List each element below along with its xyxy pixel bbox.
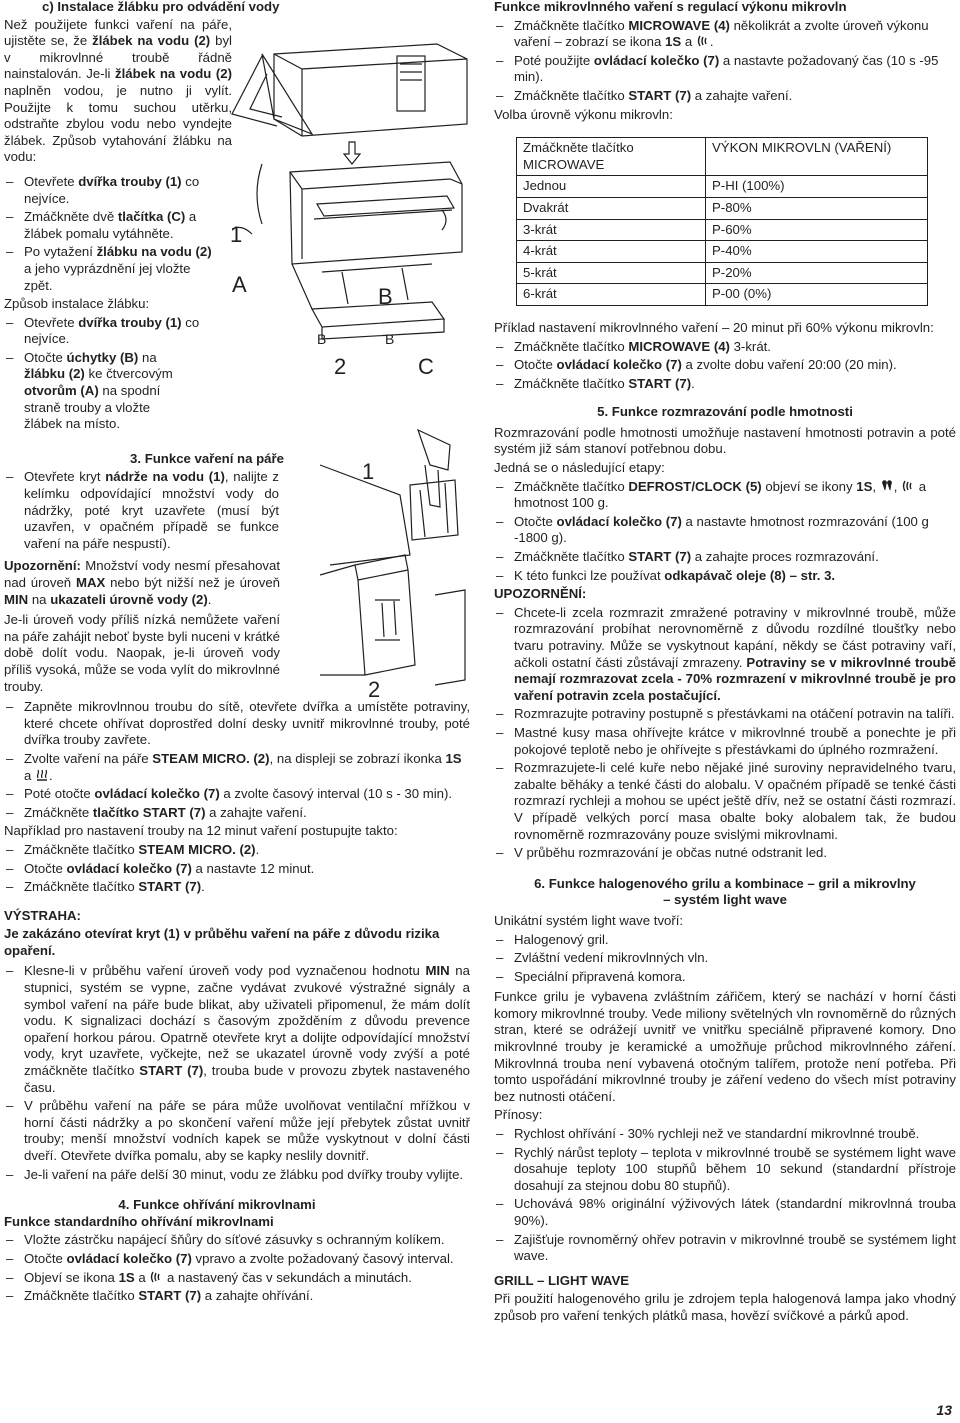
table-row <box>517 219 928 241</box>
list-item: – Poté otočte ovládací kolečko (7) a zvolte časový interval (10 s - 30 min). <box>4 786 470 803</box>
list-item: – V průběhu rozmrazování je občas nutné odstranit led. <box>494 845 956 862</box>
table-cell: P-40% <box>706 241 928 263</box>
list-item: – Zmáčkněte tlačítko START (7) a zahajte proces rozmrazování. <box>494 549 956 566</box>
list-item: – V průběhu vaření na páře se pára může uvolňovat ventilační mřížkou v horní části nádržky a po skončení vaření může její přebytek zůstat uvnitř trouby; menší množství vodních kapek se může vyskytnout v dolní části dveří. Otevřete dvířka pomalu, aby se kapky neslily dovnitř. <box>4 1098 470 1164</box>
section-3-title: 3. Funkce vaření na páře <box>130 450 284 466</box>
page-number: 13 <box>936 1402 952 1419</box>
section-5-warning-steps <box>494 605 956 862</box>
warning-title: VÝSTRAHA: <box>4 907 81 923</box>
list-item: – Zmáčkněte tlačítko MICROWAVE (4) několikrát a zvolte úroveň výkonu vaření – zobrazí se ikona 1S a . <box>494 18 956 51</box>
section-c-steps-install <box>4 315 214 348</box>
list-item: – Je-li vaření na páře delší 30 minut, vodu ze žlábku pod dvířky trouby vylijte. <box>4 1167 470 1184</box>
list-item: – Otočte ovládací kolečko (7) a nastavte hmotnost rozmrazování (100 g -1800 g). <box>494 514 956 547</box>
table-cell: 4-krát <box>517 241 706 263</box>
label-1: 1 <box>230 222 243 247</box>
list-item: – Objeví se ikona 1S a a nastavený čas v sekundách a minutách. <box>4 1270 470 1287</box>
table-row <box>517 176 928 198</box>
section-3-note2: Je-li úroveň vody příliš nízká nemůžete vaření na páře zahájit neboť byste byli nuceni v krátké době dolít vodu. Naopak, je-li úroveň vody příliš vysoká, může se voda vylít do mikrovlnné trouby. <box>4 612 280 694</box>
section-3-note: Upozornění: Množství vody nesmí přesahovat nad úroveň MAX nebo být nižší než je úroveň MIN na ukazateli úrovně vody (2). <box>4 558 280 607</box>
table-cell: Dvakrát <box>517 197 706 219</box>
water-tank-illustration <box>300 425 470 715</box>
section-5-title: 5. Funkce rozmrazování podle hmotnosti <box>597 404 853 420</box>
warning-text: Je zakázáno otevírat kryt (1) v průběhu vaření na páře z důvodu rizika opaření. <box>4 926 440 958</box>
table-row <box>517 241 928 263</box>
list-item: – Speciální připravená komora. <box>494 969 956 986</box>
list-item: – Mastné kusy masa ohřívejte krátce v mikrovlnné troubě a ponechte je při pokojové teplotě nebo je ohřívejte s přestávkami do úplného rozmražení. <box>494 725 956 758</box>
section-4-steps <box>4 1232 470 1304</box>
section-5-stages: Jedná se o následující etapy: <box>494 460 665 476</box>
section-6-items <box>494 932 956 986</box>
table-cell: P-60% <box>706 219 928 241</box>
install-step-2: – Otočte úchytky (B) na žlábku (2) ke čtvercovým otvorům (A) na spodní straně trouby a vložte žlábek na místo. <box>6 349 173 432</box>
table-header-row <box>517 138 928 176</box>
label-b-small-1: B <box>317 331 327 347</box>
list-item: – Zmáčkněte tlačítko START (7). <box>494 376 956 393</box>
list-item: – Zmáčkněte tlačítko START (7). <box>4 879 470 896</box>
list-item: – Otočte ovládací kolečko (7) a zvolte dobu vaření 20:00 (20 min). <box>494 357 956 374</box>
list-item: – Otočte ovládací kolečko (7) a nastavte 12 minut. <box>4 861 470 878</box>
list-item: – Uchovává 98% originální výživových látek (standardní mikrovlnná trouba 90%). <box>494 1196 956 1229</box>
section-c-steps-remove <box>4 174 214 294</box>
list-item: – Zmáčkněte tlačítko START (7) a zahajte ohřívání. <box>4 1288 470 1305</box>
table-header-cell: Zmáčkněte tlačítko MICROWAVE <box>517 138 706 176</box>
list-item: – Zmáčkněte tlačítko MICROWAVE (4) 3-krát. <box>494 339 956 356</box>
list-item: – Po vytažení žlábku na vodu (2) a jeho vyprázdnění jej vložte zpět. <box>4 244 214 294</box>
list-item: – Rychlý nárůst teploty – teplota v mikrovlnné troubě se systémem light wave dosahuje teploty 100 stupňů během 10 sekund (standardní přístroje dosahují za stejnou dobu 80 stupňů). <box>494 1145 956 1195</box>
power-example-steps <box>494 339 956 393</box>
section-6-benefit-items <box>494 1126 956 1265</box>
section-5-steps <box>494 479 956 585</box>
table-cell: 5-krát <box>517 262 706 284</box>
table-cell: 3-krát <box>517 219 706 241</box>
section-6-unique: Unikátní systém light wave tvoří: <box>494 912 684 928</box>
table-header-cell: VÝKON MIKROVLN (VAŘENÍ) <box>706 138 928 176</box>
label-1-tank: 1 <box>362 459 375 484</box>
table-cell: P-20% <box>706 262 928 284</box>
list-item: – Zapněte mikrovlnnou troubu do sítě, otevřete dvířka a umístěte potraviny, které chcete ohřívat doprostřed dolní desky uvnitř mikrovlnné trouby, poté dvířka trouby zavřete. <box>4 699 470 749</box>
table-row <box>517 284 928 306</box>
list-item: – Halogenový gril. <box>494 932 956 949</box>
microwave-wave-icon <box>696 35 710 47</box>
microwave-power-steps <box>494 18 956 105</box>
list-item: – Zvolte vaření na páře STEAM MICRO. (2), na displeji se zobrazí ikonka 1S a . <box>4 751 470 784</box>
list-item: – Otevřete kryt nádrže na vodu (1), nalijte z kelímku odpovídající množství vody do nádržky, poté kryt uzavřete (musí být uzavřen, v opačném případě se funkce vaření na páře nespustí). <box>4 469 279 552</box>
section-5-intro: Rozmrazování podle hmotnosti umožňuje nastavení hmotnosti potravin a poté systém již sám stanoví potřebnou dobu. <box>494 424 956 457</box>
table-cell: 6-krát <box>517 284 706 306</box>
section-3-example-steps <box>4 842 470 896</box>
section-4-subtitle: Funkce standardního ohřívání mikrovlnami <box>4 1213 274 1229</box>
section-6-benefits: Přínosy: <box>494 1107 543 1123</box>
list-item: – Zmáčkněte tlačítko START (7) a zahajte vaření. <box>4 805 470 822</box>
table-cell: Jednou <box>517 176 706 198</box>
label-2-tank: 2 <box>368 677 381 702</box>
list-item: – Rozmrazujte potraviny postupně s přestávkami na otáčení potravin na talíři. <box>494 706 956 723</box>
list-item: – Klesne-li v průběhu vaření úroveň vody pod vyznačenou hodnotu MIN na stupnici, systém se vypne, začne vydávat zvukové výstražné signály a symbol vaření na páře bude blikat, aby uživateli připomenul, že mám dolít vodu. K signalizaci dochází s časovým zpožděním z důvodu prevence opaření horkou párou. Opatrně otevřete kryt a dolijte odpovídající množství vody, kryt uzavřete, vyčkejte, než se ukazatel úrovně vody zvýší a poté zmáčkněte tlačítko START (7), trouba bude v provozu zbytek nastaveného času. <box>4 963 470 1096</box>
steam-icon <box>35 769 49 781</box>
microwave-wave-icon <box>149 1271 163 1283</box>
power-level-table <box>516 137 928 306</box>
table-cell: P-80% <box>706 197 928 219</box>
grill-title: GRILL – LIGHT WAVE <box>494 1272 630 1288</box>
list-item: – Zmáčkněte tlačítko START (7) a zahajte vaření. <box>494 88 956 105</box>
list-item: – Otevřete dvířka trouby (1) co nejvíce. <box>4 315 214 348</box>
warning-steps <box>4 963 470 1183</box>
table-row <box>517 262 928 284</box>
power-example: Příklad nastavení mikrovlnného vaření – 20 minut při 60% výkonu mikrovln: <box>494 319 934 335</box>
list-item: – Zajišťuje rovnoměrný ohřev potravin v mikrovlnné troubě se systémem light wave. <box>494 1232 956 1265</box>
list-item: – Otevřete dvířka trouby (1) co nejvíce. <box>4 174 214 207</box>
section-3-step1 <box>4 469 279 552</box>
oven-drip-tray-illustration <box>222 14 472 384</box>
list-item: – Chcete-li zcela rozmrazit zmražené potraviny v mikrovlnné troubě, může rozmrazování probíhat nerovnoměrně z důvodu rozdílné tloušťky nebo tvaru potraviny. Může se vyskytnout kapání, někdy se část potraviny vaří, ačkoli ostatní části zůstávají zmrazeny. Potraviny se v mikrovlnné troubě nemají rozmrazovat zcela - 70% rozmrazení v mikrovlnné troubě je pro vaření potravin zcela postačující. <box>494 605 956 705</box>
list-item: – Zmáčkněte tlačítko STEAM MICRO. (2). <box>4 842 470 859</box>
list-item: – Vložte zástrčku napájecí šňůry do síťové zásuvky s ochranným kolíkem. <box>4 1232 470 1249</box>
section-5-warning-title: UPOZORNĚNÍ: <box>494 586 587 602</box>
section-6-title: 6. Funkce halogenového grilu a kombinace – gril a mikrovlny – systém light wave <box>534 875 916 908</box>
section-6-text: Funkce grilu je vybavena zvláštním zářičem, který se nachází v horní části komory mikrovlnné trouby. Vede miliony světelných vln rovnoměrně do různých stran, které se odrážejí uvnitř ve vnitřku speciálně připravené komory. Dno mikrovlnné trouby je keramické a umožňuje průchod mikrovlnného záření. Mikrovlnná trouba není vybavená otočným talířem, protože není potřeba. Při tomto uspořádání mikrovlnné trouby je záření vedeno do všech míst potraviny bez nutnosti otáčení. <box>494 989 956 1104</box>
label-2: 2 <box>334 354 347 379</box>
list-item: – Zvláštní vedení mikrovlnných vln. <box>494 950 956 967</box>
list-item: – K této funkci lze používat odkapávač oleje (8) – str. 3. <box>494 568 956 585</box>
power-level-label: Volba úrovně výkonu mikrovln: <box>494 106 673 122</box>
label-b: B <box>378 284 393 309</box>
section-3-example: Například pro nastavení trouby na 12 minut vaření postupujte takto: <box>4 823 398 839</box>
list-item: – Zmáčkněte dvě tlačítka (C) a žlábek pomalu vytáhněte. <box>4 209 214 242</box>
label-a: A <box>232 272 247 297</box>
install-label: Způsob instalace žlábku: <box>4 296 150 312</box>
list-item: – Rozmrazujete-li celé kuře nebo nějaké jiné suroviny nepravidelného tvaru, zabalte běháky a tenké části do alobalu. V opačném případě se tenké části rozmrazí rychleji a mohou se upéct ještě dřív, než se ostatní části rozmrazí. V případě velkých porcí masa obalte boky alobalem tak, že budou rovnoměrně rozmrazovány pouze svislými mikrovlnami. <box>494 760 956 843</box>
list-item: – Zmáčkněte tlačítko DEFROST/CLOCK (5) objeví se ikony 1S, , a hmotnost 100 g. <box>494 479 956 512</box>
defrost-icon <box>880 480 894 492</box>
microwave-wave-icon <box>901 480 915 492</box>
label-b-small-2: B <box>385 331 395 347</box>
label-c: C <box>418 354 434 379</box>
section-c-intro: Než použijete funkci vaření na páře, ujistěte se, že žlábek na vodu (2) byl v mikrovlnné troubě řádně nainstalován. Je-li žlábek na vodu (2) naplněn vodou, je nutno ji vylít. Použijte k tomu suchou utěrku, odstraňte zbylou vodu nebo vyndejte žlábek. Způsob vytahování žlábku na vodu: <box>4 16 232 165</box>
table-cell: P-00 (0%) <box>706 284 928 306</box>
list-item: – Rychlost ohřívání - 30% rychleji než ve standardní mikrovlnné troubě. <box>494 1126 956 1143</box>
list-item: – Otočte ovládací kolečko (7) vpravo a zvolte požadovaný časový interval. <box>4 1251 470 1268</box>
section-3-steps <box>4 699 470 821</box>
list-item: – Poté použijte ovládací kolečko (7) a nastavte požadovaný čas (10 s -95 min). <box>494 53 956 86</box>
table-cell: P-HI (100%) <box>706 176 928 198</box>
grill-text: Při použití halogenového grilu je zdrojem tepla halogenová lampa jako vhodný způsob pro vaření tenkých plátků masa, hovězí svíčkové a párků apod. <box>494 1291 956 1323</box>
microwave-power-title: Funkce mikrovlnného vaření s regulací výkonu mikrovln <box>494 0 847 14</box>
section-4-title: 4. Funkce ohřívání mikrovlnami <box>118 1197 316 1213</box>
table-row <box>517 197 928 219</box>
section-c-title: c) Instalace žlábku pro odvádění vody <box>42 0 280 14</box>
right-column <box>494 0 956 1327</box>
